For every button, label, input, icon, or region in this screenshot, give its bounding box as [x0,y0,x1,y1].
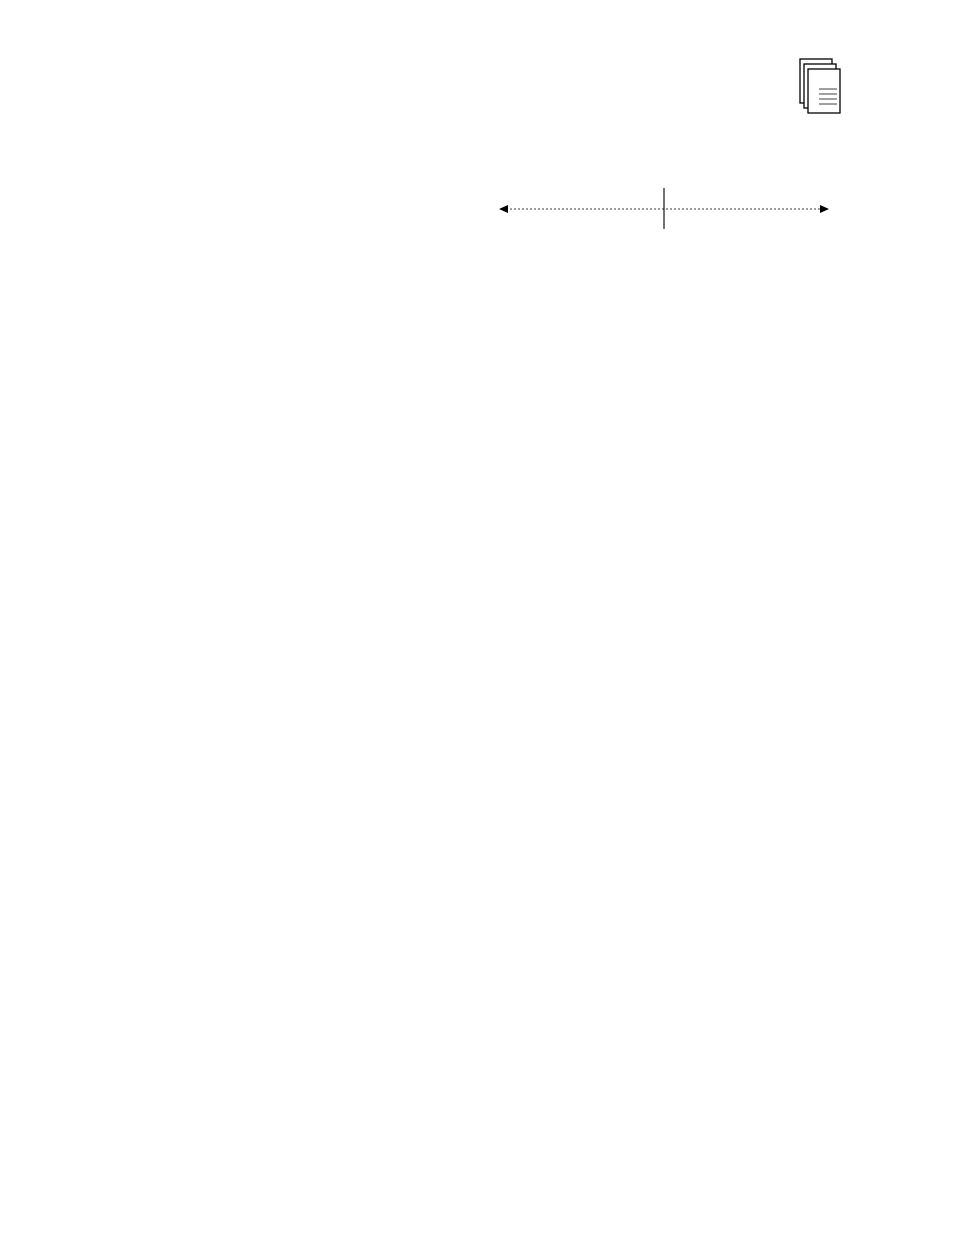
arrow-right-icon [820,205,829,213]
wiring-header [499,188,829,229]
arrow-left-icon [499,205,508,213]
pd-document-icon [800,59,840,113]
